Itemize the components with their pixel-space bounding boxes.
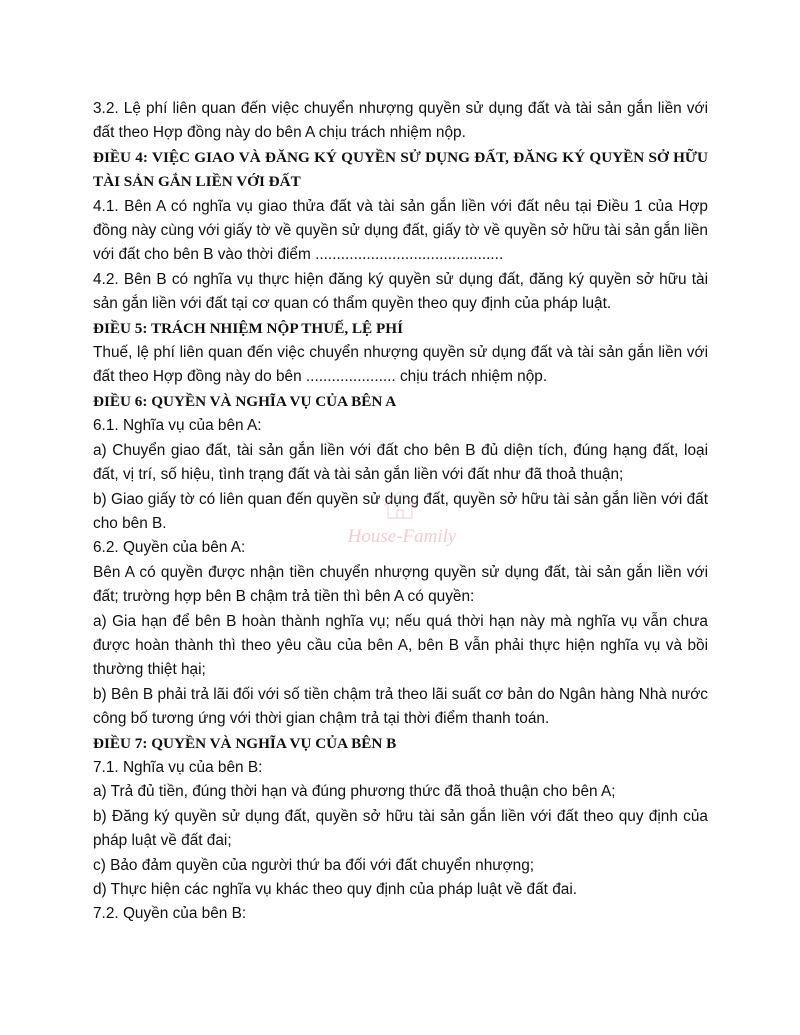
- heading-article-6: ĐIỀU 6: QUYỀN VÀ NGHĨA VỤ CỦA BÊN A: [93, 392, 397, 410]
- paragraph-7-1-a: a) Trả đủ tiền, đúng thời hạn và đúng phương thức đã thoả thuận cho bên A;: [93, 783, 616, 801]
- heading-article-7: ĐIỀU 7: QUYỀN VÀ NGHĨA VỤ CỦA BÊN B: [93, 734, 397, 752]
- paragraph-7-1-c: c) Bảo đảm quyền của người thứ ba đối với đất chuyển nhượng;: [93, 856, 535, 874]
- paragraph-3-2: 3.2. Lệ phí liên quan đến việc chuyển nhượng quyền sử dụng đất và tài sản gắn liền với đất theo Hợp đồng này do bên A chịu trách nhiệm nộp.: [93, 100, 708, 142]
- paragraph-7-1: 7.1. Nghĩa vụ của bên B:: [93, 758, 263, 776]
- paragraph-6-2: 6.2. Quyền của bên A:: [93, 539, 246, 557]
- heading-article-4: ĐIỀU 4: VIỆC GIAO VÀ ĐĂNG KÝ QUYỀN SỬ DỤNG ĐẤT, ĐĂNG KÝ QUYỀN SỞ HỮU TÀI SẢN GẮN LIỀN VỚI ĐẤT: [93, 148, 708, 191]
- document-body: [93, 97, 708, 927]
- paragraph-4-1: 4.1. Bên A có nghĩa vụ giao thửa đất và tài sản gắn liền với đất nêu tại Điều 1 của Hợp đồng này cùng với giấy tờ về quyền sử dụng đất, giấy tờ về quyền sở hữu tài sản gắn liền với đất cho bên B vào thời điểm ............................................: [93, 197, 708, 264]
- paragraph-article-5: Thuế, lệ phí liên quan đến việc chuyển nhượng quyền sử dụng đất và tài sản gắn liền với đất theo Hợp đồng này do bên ..................... chịu trách nhiệm nộp.: [93, 344, 708, 386]
- paragraph-6-1-b: b) Giao giấy tờ có liên quan đến quyền sử dụng đất, quyền sở hữu tài sản gắn liền với đất cho bên B.: [93, 490, 708, 532]
- paragraph-7-1-b: b) Đăng ký quyền sử dụng đất, quyền sở hữu tài sản gắn liền với đất theo quy định của pháp luật về đất đai;: [93, 807, 708, 850]
- paragraph-4-2: 4.2. Bên B có nghĩa vụ thực hiện đăng ký quyền sử dụng đất, đăng ký quyền sở hữu tài sản gắn liền với đất tại cơ quan có thẩm quyền theo quy định của pháp luật.: [93, 270, 708, 313]
- heading-article-5: ĐIỀU 5: TRÁCH NHIỆM NỘP THUẾ, LỆ PHÍ: [93, 319, 403, 337]
- watermark-text: House-Family: [347, 526, 457, 547]
- paragraph-6-2-a: a) Gia hạn để bên B hoàn thành nghĩa vụ; nếu quá thời hạn này mà nghĩa vụ vẫn chưa được hoàn thành thì theo yêu cầu của bên A, bên B vẫn phải thực hiện nghĩa vụ và bồi thường thiệt hại;: [93, 612, 708, 679]
- paragraph-7-1-d: d) Thực hiện các nghĩa vụ khác theo quy định của pháp luật về đất đai.: [93, 881, 578, 898]
- paragraph-6-1: 6.1. Nghĩa vụ của bên A:: [93, 417, 262, 435]
- paragraph-6-1-a: a) Chuyển giao đất, tài sản gắn liền với đất cho bên B đủ diện tích, đúng hạng đất, loại đất, vị trí, số hiệu, tình trạng đất và tài sản gắn liền với đất như đã thoả thuận;: [93, 441, 708, 484]
- paragraph-6-2-intro: Bên A có quyền được nhận tiền chuyển nhượng quyền sử dụng đất, tài sản gắn liền với đất; trường hợp bên B chậm trả tiền thì bên A có quyền:: [93, 563, 708, 606]
- paragraph-7-2: 7.2. Quyền của bên B:: [93, 905, 247, 923]
- paragraph-6-2-b: b) Bên B phải trả lãi đối với số tiền chậm trả theo lãi suất cơ bản do Ngân hàng Nhà nước công bố tương ứng với thời gian chậm trả tại thời điểm thanh toán.: [93, 685, 708, 728]
